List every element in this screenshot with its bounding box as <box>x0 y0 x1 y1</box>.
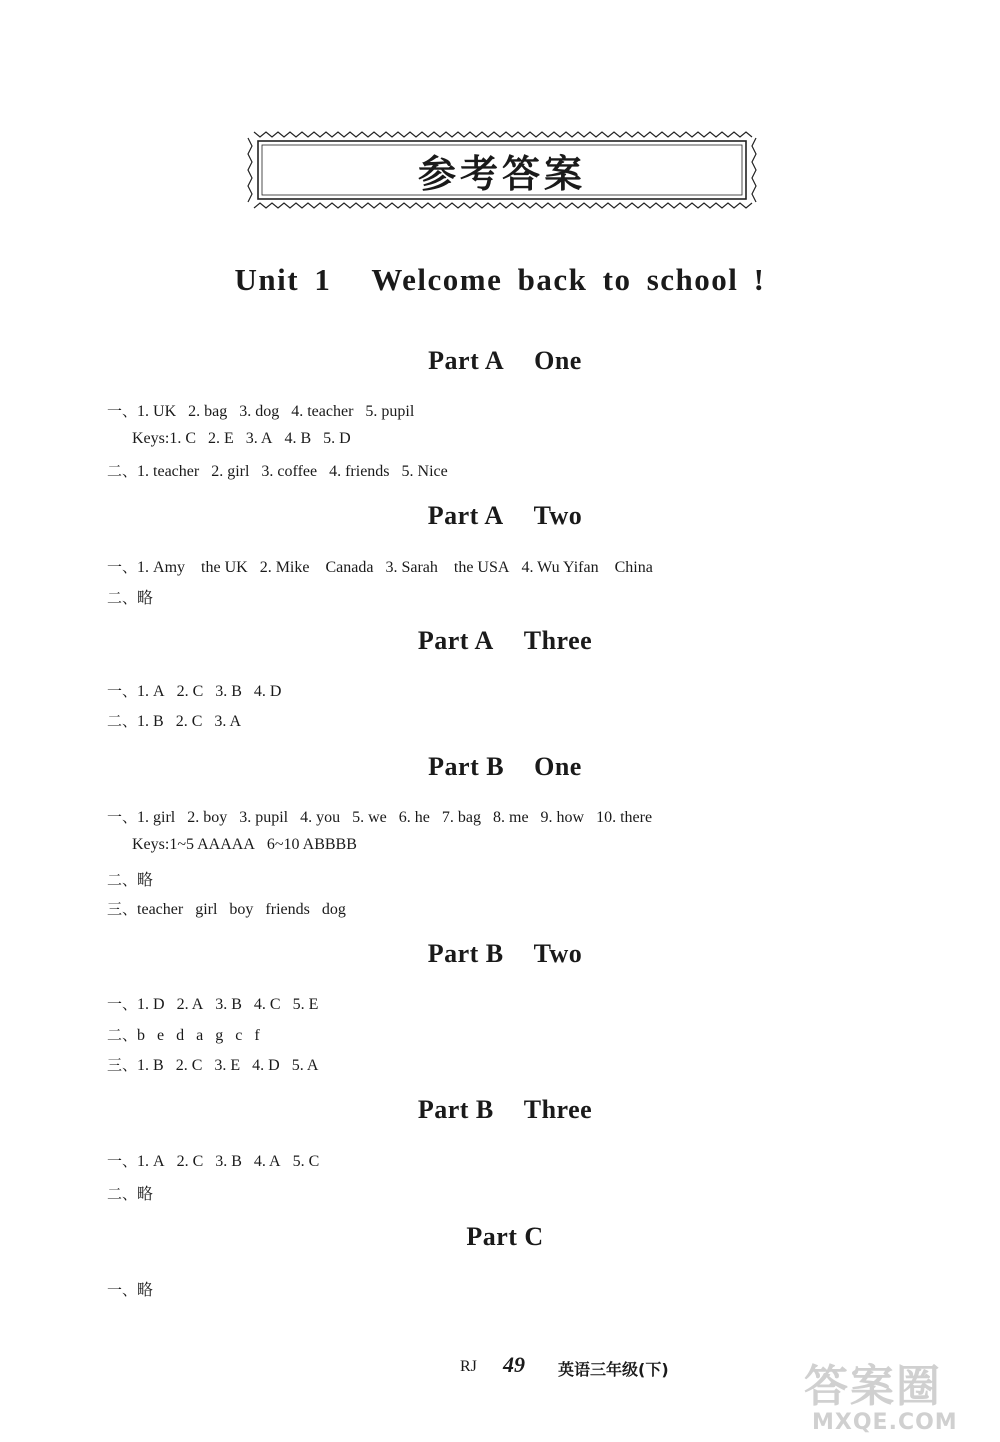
answer-item: 3. pupil <box>239 809 289 826</box>
answer-item: 5. pupil <box>365 403 415 420</box>
question-mark: Keys: <box>132 836 170 853</box>
edition-code: RJ <box>460 1358 477 1375</box>
page-number: 49 <box>503 1352 525 1377</box>
answer-item: 2. Mike Canada <box>259 559 374 576</box>
question-mark: 二、 <box>107 712 138 730</box>
answer-item: teacher <box>137 901 184 918</box>
part-heading <box>0 626 1000 656</box>
answer-item: 1. A <box>137 683 165 700</box>
answer-item: 5. E <box>292 996 319 1013</box>
answer-item: girl <box>195 901 218 918</box>
part-label: Part A <box>427 501 504 530</box>
answer-line <box>107 898 358 919</box>
answer-line <box>107 1181 165 1204</box>
answer-item: 2. A <box>176 996 204 1013</box>
unit-title <box>0 262 1000 298</box>
answer-line <box>107 460 460 481</box>
answer-item: 3. B <box>215 1153 242 1170</box>
answer-item: g <box>215 1027 224 1044</box>
answer-item: 3. coffee <box>261 463 318 480</box>
answer-item: 4. you <box>300 809 341 826</box>
part-label: Part B <box>417 1095 494 1124</box>
part-label: Part B <box>427 939 504 968</box>
answer-item: a <box>196 1027 204 1044</box>
answer-item: 1~5 AAAAA <box>169 836 255 853</box>
question-mark: 一、 <box>107 1281 138 1299</box>
question-mark: 一、 <box>107 402 138 420</box>
question-mark: 一、 <box>107 558 138 576</box>
answer-item: 2. boy <box>187 809 228 826</box>
watermark-bottom: MXQE.COM <box>812 1410 958 1435</box>
part-heading <box>0 939 1000 969</box>
unit-name: Welcome back to school ! <box>371 262 766 297</box>
question-mark: 三、 <box>107 900 138 918</box>
part-lesson: One <box>534 346 582 375</box>
answer-item: 3. B <box>215 996 242 1013</box>
answer-item: 2. girl <box>211 463 250 480</box>
answer-line <box>107 867 165 890</box>
answer-line <box>107 585 165 608</box>
answer-item: dog <box>321 901 346 918</box>
answer-item: 1. C <box>169 430 196 447</box>
question-mark: 二、 <box>107 871 138 889</box>
part-heading <box>0 501 1000 531</box>
answer-item: d <box>176 1027 185 1044</box>
answer-item: 2. C <box>175 1057 203 1074</box>
answer-item: 2. C <box>175 713 203 730</box>
answer-item: 3. A <box>214 713 242 730</box>
answer-item: 3. A <box>245 430 273 447</box>
answer-item: 4. D <box>252 1057 280 1074</box>
question-mark: 三、 <box>107 1056 138 1074</box>
answer-item: 1. A <box>137 1153 165 1170</box>
answer-item: 4. A <box>253 1153 281 1170</box>
answer-line <box>107 1024 272 1045</box>
answer-item: 4. C <box>253 996 281 1013</box>
answer-item: 3. Sarah the USA <box>385 559 510 576</box>
answer-item: c <box>235 1027 243 1044</box>
answer-item: 2. bag <box>188 403 228 420</box>
part-heading <box>0 1095 1000 1125</box>
part-heading <box>0 346 1000 376</box>
answer-item: 2. C <box>176 1153 204 1170</box>
answer-item: 1. UK <box>137 403 177 420</box>
answer-item: 1. B <box>137 1057 164 1074</box>
answer-item: 略 <box>137 1282 154 1299</box>
answer-item: 5. C <box>292 1153 320 1170</box>
answer-item: 1. girl <box>137 809 176 826</box>
answer-item: 4. friends <box>329 463 390 480</box>
answer-item: 7. bag <box>441 809 481 826</box>
answer-item: 5. we <box>352 809 387 826</box>
answer-item: 5. Nice <box>401 463 448 480</box>
watermark-logo <box>800 1350 1000 1442</box>
answer-item: boy <box>229 901 254 918</box>
answer-item: 1. B <box>137 713 164 730</box>
answer-item: 略 <box>137 1186 154 1203</box>
question-mark: 一、 <box>107 682 138 700</box>
unit-number: Unit 1 <box>234 262 332 297</box>
part-label: Part B <box>428 752 505 781</box>
question-mark: 二、 <box>107 1026 138 1044</box>
answer-item: 3. E <box>214 1057 241 1074</box>
answer-item: 2. C <box>176 683 204 700</box>
question-mark: 一、 <box>107 995 138 1013</box>
answer-line <box>107 554 665 577</box>
answer-item: f <box>254 1027 260 1044</box>
answer-line <box>132 836 369 854</box>
title-banner <box>246 128 758 212</box>
answer-item: e <box>157 1027 165 1044</box>
banner-title: 参考答案 <box>417 151 586 196</box>
answer-item: 9. how <box>540 809 585 826</box>
part-lesson: Two <box>533 939 583 968</box>
answer-item: 4. D <box>253 683 282 700</box>
answer-line <box>132 430 363 448</box>
answer-item: 2. E <box>208 430 234 447</box>
answer-item: 4. Wu Yifan China <box>521 559 653 576</box>
part-heading <box>0 752 1000 782</box>
answer-item: 10. there <box>596 809 653 826</box>
answer-line <box>107 1277 165 1300</box>
answer-item: 1. Amy the UK <box>137 559 248 576</box>
part-label: Part A <box>428 346 505 375</box>
answer-line <box>107 993 330 1014</box>
answer-line <box>107 806 664 827</box>
part-lesson: Three <box>523 1095 593 1124</box>
answer-line <box>107 400 426 421</box>
part-lesson: Three <box>523 626 593 655</box>
answer-item: b <box>137 1027 146 1044</box>
answer-item: 1. teacher <box>137 463 200 480</box>
answer-item: 5. A <box>291 1057 319 1074</box>
part-label: Part C <box>466 1222 544 1251</box>
answer-item: 6. he <box>398 809 430 826</box>
part-label: Part A <box>417 626 494 655</box>
answer-item: 3. dog <box>239 403 280 420</box>
question-mark: 二、 <box>107 1185 138 1203</box>
question-mark: 二、 <box>107 462 138 480</box>
question-mark: 二、 <box>107 589 138 607</box>
question-mark: Keys: <box>132 430 170 447</box>
question-mark: 一、 <box>107 808 138 826</box>
answer-item: 4. B <box>284 430 312 447</box>
answer-item: 4. teacher <box>291 403 354 420</box>
answer-item: 略 <box>137 872 154 889</box>
answer-line <box>107 1054 330 1075</box>
answer-item: 3. B <box>215 683 242 700</box>
answer-item: 5. D <box>323 430 351 447</box>
answer-item: 略 <box>137 590 154 607</box>
answer-line <box>107 680 293 701</box>
watermark-top: 答案圈 <box>804 1361 942 1412</box>
question-mark: 一、 <box>107 1152 138 1170</box>
book-title: 英语三年级(下) <box>558 1360 669 1379</box>
answer-item: 8. me <box>493 809 529 826</box>
part-lesson: One <box>534 752 582 781</box>
answer-line <box>107 1150 331 1171</box>
answer-item: friends <box>265 901 310 918</box>
part-heading <box>0 1222 1000 1252</box>
answer-item: 6~10 ABBBB <box>266 836 357 853</box>
answer-item: 1. D <box>137 996 165 1013</box>
part-lesson: Two <box>533 501 583 530</box>
answer-line <box>107 710 253 731</box>
